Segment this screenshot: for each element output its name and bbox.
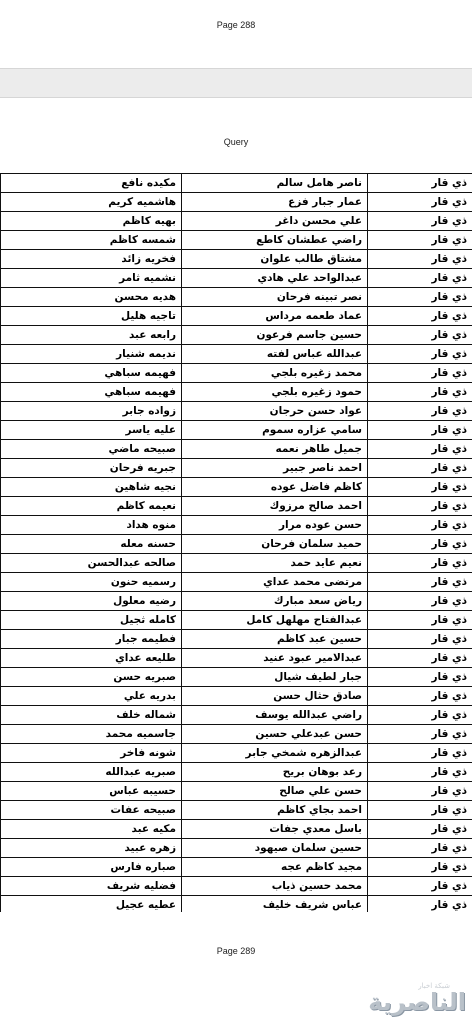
watermark-logo bbox=[334, 980, 470, 1018]
full-name-cell: مشتاق طالب علوان bbox=[182, 250, 368, 269]
governorate-cell: ذي قار bbox=[368, 725, 472, 744]
table-row bbox=[1, 478, 472, 497]
mother-name-cell: رابعه عبد bbox=[1, 326, 182, 345]
mother-name-cell: طليعه عداي bbox=[1, 649, 182, 668]
full-name-cell: عماد طعمه مرداس bbox=[182, 307, 368, 326]
table-row bbox=[1, 687, 472, 706]
governorate-cell: ذي قار bbox=[368, 345, 472, 364]
full-name-cell: سامي عزاره سموم bbox=[182, 421, 368, 440]
governorate-cell: ذي قار bbox=[368, 839, 472, 858]
table-row bbox=[1, 820, 472, 839]
mother-name-cell: مكيده نافع bbox=[1, 174, 182, 193]
table-row bbox=[1, 440, 472, 459]
mother-name-cell: صبريه حسن bbox=[1, 668, 182, 687]
governorate-cell: ذي قار bbox=[368, 421, 472, 440]
table-row bbox=[1, 554, 472, 573]
mother-name-cell: زهره عبيد bbox=[1, 839, 182, 858]
full-name-cell: حسين جاسم فرعون bbox=[182, 326, 368, 345]
governorate-cell: ذي قار bbox=[368, 535, 472, 554]
full-name-cell: نعيم عايد حمد bbox=[182, 554, 368, 573]
mother-name-cell: بهيه كاظم bbox=[1, 212, 182, 231]
table-row bbox=[1, 630, 472, 649]
table-row bbox=[1, 877, 472, 896]
full-name-cell: حسن عوده مرار bbox=[182, 516, 368, 535]
governorate-cell: ذي قار bbox=[368, 858, 472, 877]
mother-name-cell: هديه محسن bbox=[1, 288, 182, 307]
table-row bbox=[1, 839, 472, 858]
full-name-cell: عبدالواحد علي هادي bbox=[182, 269, 368, 288]
table-row bbox=[1, 516, 472, 535]
table-row bbox=[1, 725, 472, 744]
table-row bbox=[1, 421, 472, 440]
mother-name-cell: حسنه معله bbox=[1, 535, 182, 554]
full-name-cell: محمد حسين ذياب bbox=[182, 877, 368, 896]
table-row bbox=[1, 212, 472, 231]
mother-name-cell: هاشميه كريم bbox=[1, 193, 182, 212]
mother-name-cell: شمسه كاظم bbox=[1, 231, 182, 250]
table-row bbox=[1, 782, 472, 801]
table-row bbox=[1, 231, 472, 250]
mother-name-cell: فهيمه سباهي bbox=[1, 364, 182, 383]
governorate-cell: ذي قار bbox=[368, 364, 472, 383]
table-row bbox=[1, 326, 472, 345]
table-row bbox=[1, 345, 472, 364]
governorate-cell: ذي قار bbox=[368, 611, 472, 630]
mother-name-cell: فضليه شريف bbox=[1, 877, 182, 896]
table-row bbox=[1, 858, 472, 877]
full-name-cell: عبدالفتاح مهلهل كامل bbox=[182, 611, 368, 630]
page-number-bottom: Page 289 bbox=[216, 946, 256, 956]
governorate-cell: ذي قار bbox=[368, 706, 472, 725]
mother-name-cell: زواده جابر bbox=[1, 402, 182, 421]
governorate-cell: ذي قار bbox=[368, 212, 472, 231]
governorate-cell: ذي قار bbox=[368, 630, 472, 649]
table-row bbox=[1, 269, 472, 288]
governorate-cell: ذي قار bbox=[368, 877, 472, 896]
full-name-cell: رياض سعد مبارك bbox=[182, 592, 368, 611]
full-name-cell: جبار لطيف شيال bbox=[182, 668, 368, 687]
full-name-cell: احمد بجاي كاظم bbox=[182, 801, 368, 820]
full-name-cell: حسن عبدعلي حسين bbox=[182, 725, 368, 744]
full-name-cell: حسن علي صالح bbox=[182, 782, 368, 801]
governorate-cell: ذي قار bbox=[368, 288, 472, 307]
full-name-cell: عبدالزهره شمخي جابر bbox=[182, 744, 368, 763]
mother-name-cell: صبيحه ماضي bbox=[1, 440, 182, 459]
governorate-cell: ذي قار bbox=[368, 649, 472, 668]
table-row bbox=[1, 307, 472, 326]
table-row bbox=[1, 706, 472, 725]
full-name-cell: حميد سلمان فرحان bbox=[182, 535, 368, 554]
mother-name-cell: كامله ثجيل bbox=[1, 611, 182, 630]
full-name-cell: راضي عطشان كاطع bbox=[182, 231, 368, 250]
governorate-cell: ذي قار bbox=[368, 459, 472, 478]
governorate-cell: ذي قار bbox=[368, 307, 472, 326]
mother-name-cell: نعيمه كاظم bbox=[1, 497, 182, 516]
watermark-small-text: شبكة اخبار bbox=[418, 982, 450, 990]
governorate-cell: ذي قار bbox=[368, 516, 472, 535]
governorate-cell: ذي قار bbox=[368, 478, 472, 497]
governorate-cell: ذي قار bbox=[368, 383, 472, 402]
page-number-top: Page 288 bbox=[216, 20, 256, 30]
governorate-cell: ذي قار bbox=[368, 668, 472, 687]
governorate-cell: ذي قار bbox=[368, 326, 472, 345]
mother-name-cell: رسميه حنون bbox=[1, 573, 182, 592]
governorate-cell: ذي قار bbox=[368, 782, 472, 801]
full-name-cell: راضي عبدالله يوسف bbox=[182, 706, 368, 725]
table-row bbox=[1, 402, 472, 421]
mother-name-cell: نديمه شنيار bbox=[1, 345, 182, 364]
full-name-cell: كاظم فاضل عوده bbox=[182, 478, 368, 497]
mother-name-cell: شماله خلف bbox=[1, 706, 182, 725]
governorate-cell: ذي قار bbox=[368, 269, 472, 288]
governorate-cell: ذي قار bbox=[368, 763, 472, 782]
table-row bbox=[1, 763, 472, 782]
governorate-cell: ذي قار bbox=[368, 573, 472, 592]
mother-name-cell: صباره فارس bbox=[1, 858, 182, 877]
governorate-cell: ذي قار bbox=[368, 744, 472, 763]
table-row bbox=[1, 288, 472, 307]
page-separator bbox=[0, 68, 472, 98]
mother-name-cell: صبريه عبدالله bbox=[1, 763, 182, 782]
governorate-cell: ذي قار bbox=[368, 497, 472, 516]
mother-name-cell: منوه هداد bbox=[1, 516, 182, 535]
full-name-cell: احمد صالح مرزوك bbox=[182, 497, 368, 516]
mother-name-cell: فخريه زائد bbox=[1, 250, 182, 269]
full-name-cell: عواد حسن حرجان bbox=[182, 402, 368, 421]
table-row bbox=[1, 896, 472, 913]
mother-name-cell: تاجيه هليل bbox=[1, 307, 182, 326]
table-row bbox=[1, 744, 472, 763]
watermark-main-text: الناصرية bbox=[368, 988, 466, 1016]
governorate-cell: ذي قار bbox=[368, 820, 472, 839]
mother-name-cell: فهيمه سباهي bbox=[1, 383, 182, 402]
table-row bbox=[1, 250, 472, 269]
governorate-cell: ذي قار bbox=[368, 250, 472, 269]
mother-name-cell: بدريه علي bbox=[1, 687, 182, 706]
mother-name-cell: رضيه معلول bbox=[1, 592, 182, 611]
mother-name-cell: عطيه عجيل bbox=[1, 896, 182, 913]
mother-name-cell: جبريه فرحان bbox=[1, 459, 182, 478]
full-name-cell: نصر تبينه فرحان bbox=[182, 288, 368, 307]
full-name-cell: حسين عبد كاظم bbox=[182, 630, 368, 649]
table-row bbox=[1, 383, 472, 402]
table-row bbox=[1, 364, 472, 383]
governorate-cell: ذي قار bbox=[368, 687, 472, 706]
table-row bbox=[1, 649, 472, 668]
governorate-cell: ذي قار bbox=[368, 554, 472, 573]
table-row bbox=[1, 801, 472, 820]
full-name-cell: جميل طاهر نعمه bbox=[182, 440, 368, 459]
mother-name-cell: شونه فاخر bbox=[1, 744, 182, 763]
mother-name-cell: جاسميه محمد bbox=[1, 725, 182, 744]
full-name-cell: ناصر هامل سالم bbox=[182, 174, 368, 193]
full-name-cell: رعد بوهان بريح bbox=[182, 763, 368, 782]
mother-name-cell: مكيه عبد bbox=[1, 820, 182, 839]
governorate-cell: ذي قار bbox=[368, 231, 472, 250]
table-row bbox=[1, 592, 472, 611]
full-name-cell: مرتضى محمد عداي bbox=[182, 573, 368, 592]
full-name-cell: عباس شريف خليف bbox=[182, 896, 368, 913]
full-name-cell: حمود زغيره بلجي bbox=[182, 383, 368, 402]
query-title: Query bbox=[223, 137, 249, 147]
governorate-cell: ذي قار bbox=[368, 402, 472, 421]
mother-name-cell: عليه ياسر bbox=[1, 421, 182, 440]
names-table-body bbox=[1, 174, 472, 913]
governorate-cell: ذي قار bbox=[368, 174, 472, 193]
governorate-cell: ذي قار bbox=[368, 193, 472, 212]
table-row bbox=[1, 535, 472, 554]
governorate-cell: ذي قار bbox=[368, 440, 472, 459]
names-table-container bbox=[0, 173, 472, 912]
full-name-cell: حسين سلمان صيهود bbox=[182, 839, 368, 858]
full-name-cell: علي محسن داغر bbox=[182, 212, 368, 231]
full-name-cell: محمد زغيره بلجي bbox=[182, 364, 368, 383]
mother-name-cell: فطيمه جبار bbox=[1, 630, 182, 649]
full-name-cell: باسل معدي جفات bbox=[182, 820, 368, 839]
full-name-cell: صادق حثال حسن bbox=[182, 687, 368, 706]
governorate-cell: ذي قار bbox=[368, 801, 472, 820]
mother-name-cell: نشميه ثامر bbox=[1, 269, 182, 288]
table-row bbox=[1, 668, 472, 687]
table-row bbox=[1, 193, 472, 212]
mother-name-cell: حسيبه عباس bbox=[1, 782, 182, 801]
full-name-cell: مجيد كاظم عجه bbox=[182, 858, 368, 877]
mother-name-cell: صبيحه عفات bbox=[1, 801, 182, 820]
full-name-cell: عبدالله عباس لفته bbox=[182, 345, 368, 364]
names-table bbox=[0, 173, 472, 912]
table-row bbox=[1, 611, 472, 630]
governorate-cell: ذي قار bbox=[368, 592, 472, 611]
table-row bbox=[1, 174, 472, 193]
governorate-cell: ذي قار bbox=[368, 896, 472, 913]
table-row bbox=[1, 497, 472, 516]
table-row bbox=[1, 573, 472, 592]
full-name-cell: عبدالامير عبود عنيد bbox=[182, 649, 368, 668]
full-name-cell: احمد ناصر جبير bbox=[182, 459, 368, 478]
mother-name-cell: نجيه شاهين bbox=[1, 478, 182, 497]
full-name-cell: عمار جبار فزع bbox=[182, 193, 368, 212]
table-row bbox=[1, 459, 472, 478]
mother-name-cell: صالحه عبدالحسن bbox=[1, 554, 182, 573]
